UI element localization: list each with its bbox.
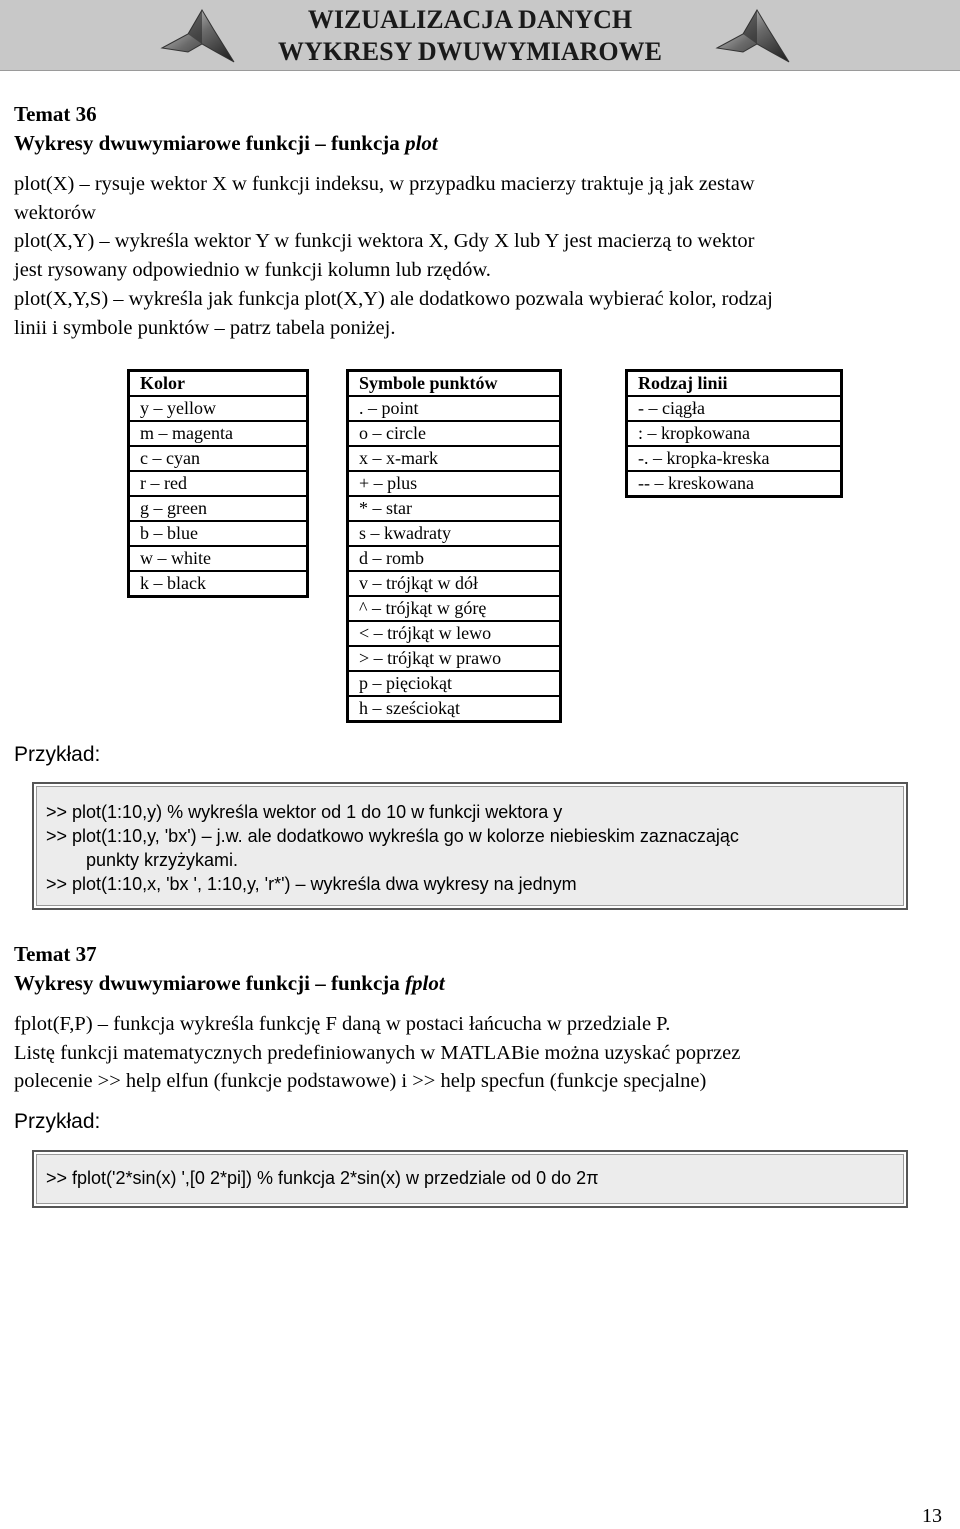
color-table-cell: y – yellow [129, 396, 308, 421]
symbol-table-cell: d – romb [348, 546, 561, 571]
topic-37-heading [14, 940, 445, 998]
header-title-line-2: WYKRESY DWUWYMIAROWE [278, 37, 662, 66]
topic-36-number: Temat 36 [14, 102, 97, 126]
description-line: fplot(F,P) – funkcja wykreśla funkcję F daną w postaci łańcucha w przedziale P. [14, 1013, 671, 1035]
symbol-table-cell: v – trójkąt w dół [348, 571, 561, 596]
code-line: punkty krzyżykami. [86, 850, 239, 870]
description-line: plot(X,Y) – wykreśla wektor Y w funkcji wektora X, Gdy X lub Y jest macierzą to wektor [14, 230, 755, 253]
example-2-code-box [32, 1150, 908, 1208]
symbol-table-cell: h – sześciokąt [359, 698, 460, 718]
topic-36-heading [14, 100, 438, 158]
description-line: polecenie >> help elfun (funkcje podstawowe) i >> help specfun (funkcje specjalne) [14, 1070, 707, 1093]
symbol-table-cell: < – trójkąt w lewo [348, 621, 561, 646]
example-2-label: Przykład: [14, 1110, 101, 1133]
example-1-label: Przykład: [14, 743, 101, 766]
topic-36-description [14, 170, 944, 342]
line-style-table-cell: -- – kreskowana [638, 473, 754, 493]
symbol-table-cell: * – star [348, 496, 561, 521]
matlab-logo-icon [713, 4, 793, 66]
topic-36-title [14, 129, 438, 158]
symbol-table-cell: ^ – trójkąt w górę [348, 596, 561, 621]
color-table-cell: g – green [129, 496, 308, 521]
matlab-logo-icon [158, 4, 238, 66]
header-title [250, 4, 690, 68]
symbol-table-cell: > – trójkąt w prawo [348, 646, 561, 671]
code-line: >> plot(1:10,x, 'bx ', 1:10,y, 'r*') – wykreśla dwa wykresy na jednym [46, 874, 577, 894]
code-line: >> plot(1:10,y, 'bx') – j.w. ale dodatkowo wykreśla go w kolorze niebieskim zaznaczając [46, 826, 739, 846]
topic-36-title-func: plot [405, 131, 438, 155]
topic-37-number: Temat 37 [14, 942, 97, 966]
line-style-table [625, 369, 843, 498]
example-1-code-box [32, 782, 908, 910]
description-line: jest rysowany odpowiednio w funkcji kolumn lub rzędów. [14, 259, 491, 282]
symbol-table-cell: s – kwadraty [348, 521, 561, 546]
color-table-cell: r – red [129, 471, 308, 496]
topic-36-title-text: Wykresy dwuwymiarowe funkcji – funkcja [14, 131, 406, 155]
description-line: linii i symbole punktów – patrz tabela poniżej. [14, 316, 396, 339]
line-style-table-header: Rodzaj linii [627, 371, 842, 397]
symbol-table-cell: . – point [348, 396, 561, 421]
color-table-header: Kolor [129, 371, 308, 397]
line-style-table-cell: : – kropkowana [627, 421, 842, 446]
color-table-cell: w – white [129, 546, 308, 571]
header-title-line-1: WIZUALIZACJA DANYCH [307, 5, 633, 34]
color-table-cell: b – blue [129, 521, 308, 546]
symbol-table-header: Symbole punktów [348, 371, 561, 397]
description-line: plot(X) – rysuje wektor X w funkcji indeksu, w przypadku macierzy traktuje ją jak zestaw [14, 173, 755, 195]
color-table-cell: k – black [140, 573, 206, 593]
line-style-table-cell: -. – kropka-kreska [627, 446, 842, 471]
symbol-table-cell: x – x-mark [348, 446, 561, 471]
topic-37-title-func: fplot [405, 971, 445, 995]
topic-37-title [14, 969, 445, 998]
symbol-table [346, 369, 562, 723]
topic-37-description [14, 1010, 944, 1096]
color-table [127, 369, 309, 598]
description-line: Listę funkcji matematycznych predefiniowanych w MATLABie można uzyskać poprzez [14, 1041, 741, 1064]
symbol-table-cell: o – circle [348, 421, 561, 446]
code-line: >> fplot('2*sin(x) ',[0 2*pi]) % funkcja 2*sin(x) w przedziale od 0 do 2π [46, 1168, 599, 1188]
code-line: >> plot(1:10,y) % wykreśla wektor od 1 do 10 w funkcji wektora y [46, 802, 563, 822]
description-line: plot(X,Y,S) – wykreśla jak funkcja plot(X,Y) ale dodatkowo pozwala wybierać kolor, rodzaj [14, 287, 773, 310]
symbol-table-cell: p – pięciokąt [348, 671, 561, 696]
description-line: wektorów [14, 201, 96, 224]
page-number: 13 [922, 1505, 942, 1527]
line-style-table-cell: - – ciągła [627, 396, 842, 421]
symbol-table-cell: + – plus [348, 471, 561, 496]
color-table-cell: c – cyan [129, 446, 308, 471]
color-table-cell: m – magenta [129, 421, 308, 446]
page-header [0, 0, 960, 71]
topic-37-title-text: Wykresy dwuwymiarowe funkcji – funkcja [14, 971, 406, 995]
